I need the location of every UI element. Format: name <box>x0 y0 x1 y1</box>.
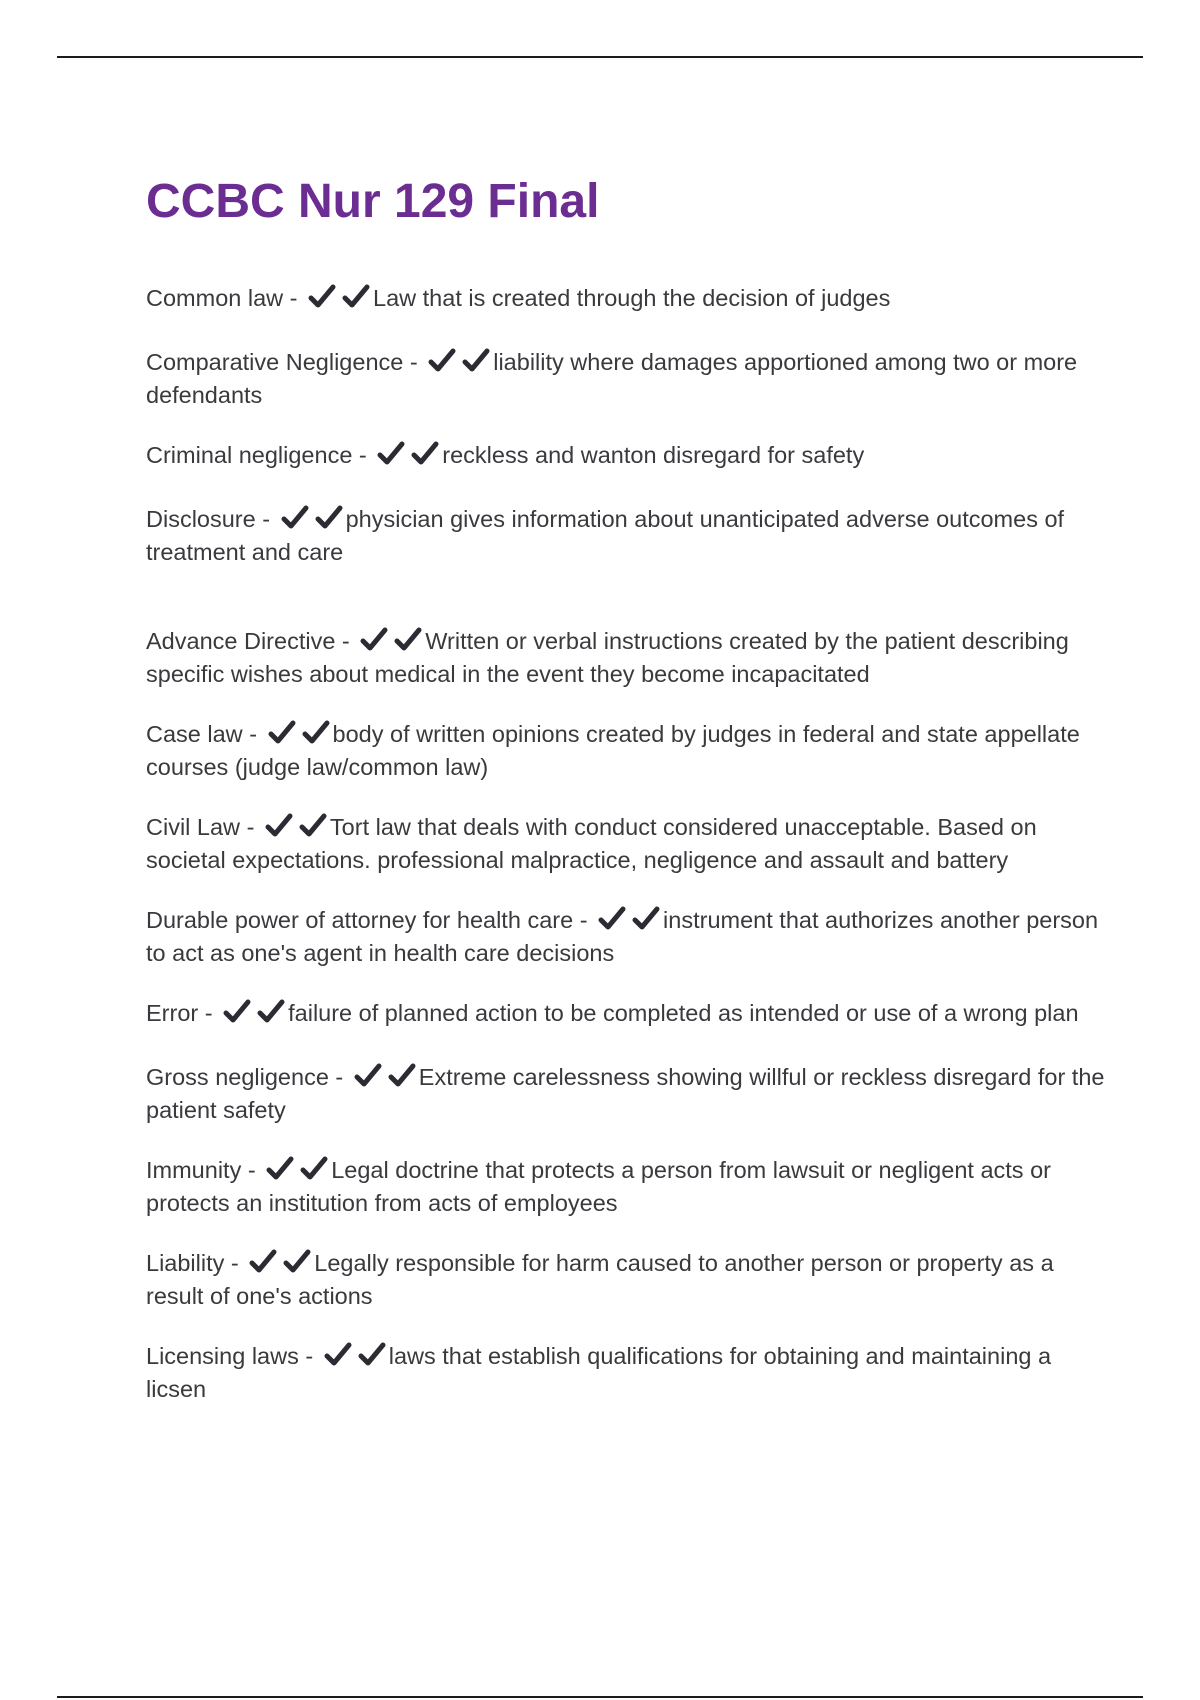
entry-definition: physician gives information about unanticipated adverse outcomes of treatment and care <box>146 506 1065 565</box>
glossary-entry <box>146 906 1106 968</box>
entry-separator: - <box>262 506 271 532</box>
check-mark-icon <box>428 348 456 374</box>
entry-definition: failure of planned action to be completed as intended or use of a wrong plan <box>288 1000 1079 1026</box>
entry-separator: - <box>358 442 367 468</box>
double-check-icons <box>268 720 330 753</box>
check-mark-icon <box>302 720 330 746</box>
check-mark-icon <box>462 348 490 374</box>
glossary-entry <box>146 284 1106 317</box>
check-mark-icon <box>308 284 336 310</box>
entry-separator: - <box>335 1064 344 1090</box>
check-mark-icon <box>281 505 309 531</box>
check-mark-icon <box>265 813 293 839</box>
glossary-entry <box>146 1342 1106 1404</box>
entry-definition: Legal doctrine that protects a person from lawsuit or negligent acts or protects an institution from acts of employees <box>146 1157 1051 1216</box>
check-mark-icon <box>223 999 251 1025</box>
entry-term: Comparative Negligence <box>146 349 404 375</box>
entry-separator: - <box>409 349 418 375</box>
double-check-icons <box>377 441 439 474</box>
entry-separator: - <box>341 628 350 654</box>
double-check-icons <box>281 505 343 538</box>
check-mark-icon <box>266 1156 294 1182</box>
check-mark-icon <box>354 1063 382 1089</box>
entry-term: Error <box>146 1000 199 1026</box>
double-check-icons <box>360 627 422 660</box>
check-mark-icon <box>394 627 422 653</box>
check-mark-icon <box>257 999 285 1025</box>
double-check-icons <box>265 813 327 846</box>
document-body <box>146 170 1106 1435</box>
entry-separator: - <box>230 1250 239 1276</box>
double-check-icons <box>354 1063 416 1096</box>
glossary-entry <box>146 813 1106 875</box>
entry-definition: instrument that authorizes another person to act as one's agent in health care decisions <box>146 907 1099 966</box>
entry-term: Gross negligence <box>146 1064 329 1090</box>
entry-separator: - <box>579 907 588 933</box>
check-mark-icon <box>342 284 370 310</box>
entry-separator: - <box>289 285 298 311</box>
bottom-rule <box>57 1696 1143 1698</box>
check-mark-icon <box>324 1342 352 1368</box>
entry-term: Licensing laws <box>146 1343 299 1369</box>
entry-term: Civil Law <box>146 814 241 840</box>
glossary-entry <box>146 441 1106 474</box>
double-check-icons <box>428 348 490 381</box>
check-mark-icon <box>377 441 405 467</box>
page-title: CCBC Nur 129 Final <box>146 175 600 228</box>
entry-definition: reckless and wanton disregard for safety <box>442 442 865 468</box>
double-check-icons <box>308 284 370 317</box>
check-mark-icon <box>268 720 296 746</box>
check-mark-icon <box>249 1249 277 1275</box>
entry-definition: laws that establish qualifications for obtaining and maintaining a licsen <box>146 1343 1052 1402</box>
glossary-entry <box>146 505 1106 567</box>
entry-term: Durable power of attorney for health care <box>146 907 574 933</box>
check-mark-icon <box>300 1156 328 1182</box>
entry-definition: Extreme carelessness showing willful or reckless disregard for the patient safety <box>146 1064 1105 1123</box>
entry-separator: - <box>249 721 258 747</box>
check-mark-icon <box>315 505 343 531</box>
check-mark-icon <box>358 1342 386 1368</box>
check-mark-icon <box>299 813 327 839</box>
top-rule <box>57 56 1143 58</box>
entry-definition: Legally responsible for harm caused to another person or property as a result of one's actions <box>146 1250 1054 1309</box>
entry-definition: Law that is created through the decision of judges <box>373 285 891 311</box>
check-mark-icon <box>598 906 626 932</box>
entry-separator: - <box>305 1343 314 1369</box>
check-mark-icon <box>411 441 439 467</box>
double-check-icons <box>324 1342 386 1375</box>
entry-term: Advance Directive <box>146 628 336 654</box>
entry-term: Common law <box>146 285 284 311</box>
check-mark-icon <box>283 1249 311 1275</box>
check-mark-icon <box>632 906 660 932</box>
entry-separator: - <box>246 814 255 840</box>
entry-term: Liability <box>146 1250 225 1276</box>
entry-term: Criminal negligence <box>146 442 353 468</box>
entry-separator: - <box>247 1157 256 1183</box>
glossary-entry <box>146 1249 1106 1311</box>
double-check-icons <box>598 906 660 939</box>
glossary-entry <box>146 999 1106 1032</box>
glossary-entry <box>146 1063 1106 1125</box>
entry-definition: body of written opinions created by judges in federal and state appellate courses (judge law/common law) <box>146 721 1080 780</box>
entry-definition: Written or verbal instructions created by the patient describing specific wishes about medical in the event they become incapacitated <box>146 628 1069 687</box>
glossary-entry <box>146 627 1106 689</box>
check-mark-icon <box>388 1063 416 1089</box>
glossary-entry <box>146 1156 1106 1218</box>
entry-term: Case law <box>146 721 243 747</box>
entry-separator: - <box>204 1000 213 1026</box>
double-check-icons <box>266 1156 328 1189</box>
entry-term: Disclosure <box>146 506 256 532</box>
double-check-icons <box>223 999 285 1032</box>
glossary-entry <box>146 720 1106 782</box>
check-mark-icon <box>360 627 388 653</box>
glossary-entry <box>146 348 1106 410</box>
entry-definition: liability where damages apportioned among two or more defendants <box>146 349 1078 408</box>
double-check-icons <box>249 1249 311 1282</box>
entry-definition: Tort law that deals with conduct considered unacceptable. Based on societal expectations. professional malpractice, negligence and assault and battery <box>146 814 1037 873</box>
entry-term: Immunity <box>146 1157 242 1183</box>
